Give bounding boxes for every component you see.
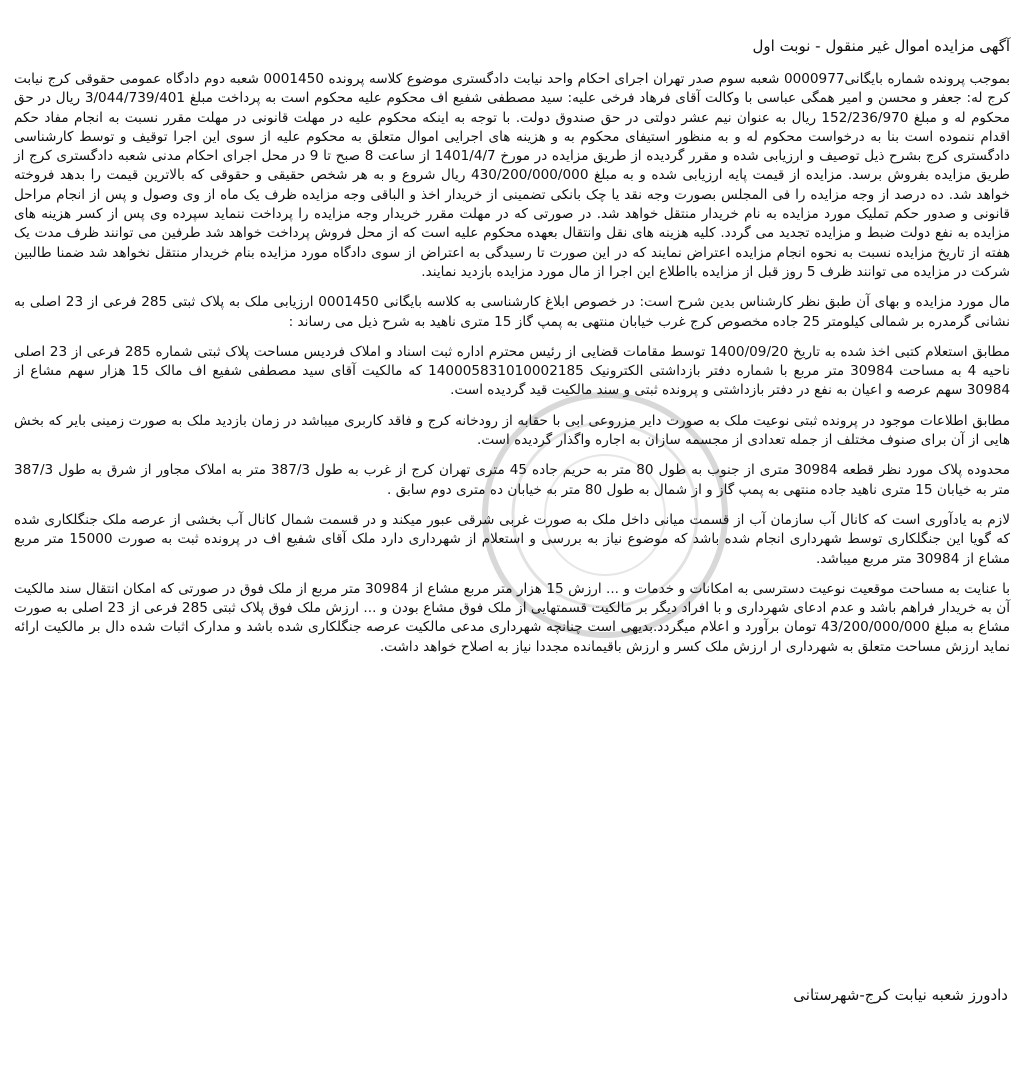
notice-paragraph-canal: لازم به یادآوری است که کانال آب سازمان آب از قسمت میانی داخل ملک به صورت غربی شرقی عبور میکند و در قسمت شمال کانال آب بخشی از عرصه ملک جنگلکاری شده که گویا این جنگلکاری توسط شهرداری انجام شده باشد که موضوع نیاز به بررسی و استعلام از شهرداری دارد ملک آقای شفیع اف در پرونده ثبت به صورت 15000 متر مربع مشاع از 30984 متر مربع میباشد. (14, 511, 1010, 567)
notice-paragraph-valuation: با عنایت به مساحت موقعیت نوعیت دسترسی به امکانات و خدمات و ... ارزش 15 هزار متر مربع مشاع از 30984 متر مربع از ملک فوق در صورتی که امکان انتقال سند مالکیت آن به خریدار فراهم باشد و عدم ادعای شهرداری و با افراد دیگر بر مالکیت قسمتهایی از ملک فوق مشاع بودن و ... ارزش ملک فوق پلاک ثبتی 285 فرعی از 23 اصلی به صورت مشاع به مبلغ 43/200/000/000 تومان برآورد و اعلام میگردد.بدیهی است چنانچه شهرداری مدعی مالکیت عرصه جنگلکاری شده باشد و مدارک اثبات شده دال بر مالکیت ارائه نماید ارزش مساحت متعلق به شهرداری ار ارزش ملک کسر و ارزش باقیمانده مجددا نیاز به اصلاح خواهد داشت. (14, 580, 1010, 655)
signature-line: دادورز شعبه نیابت کرج-شهرستانی (793, 986, 1008, 1004)
auction-notice (14, 36, 1010, 668)
notice-paragraph-registry: مطابق استعلام کتبی اخذ شده به تاریخ 1400/09/20 توسط مقامات قضایی از رئیس محترم اداره ثبت اسناد و املاک فردیس مساحت پلاک ثبتی شماره 285 فرعی از 23 اصلی ناحیه 4 به مساحت 30984 متر مربع با شماره دفتر بازداشتی الکترونیک 140005831010002185 که مالکیت آقای سید مصطفی شفیع اف مالک 15 هزار سهم مشاع از 30984 سهم عرصه و اعیان به نفع در دفتر بازداشتی و پرونده ثبتی و سند مالکیت قید گردیده است. (14, 343, 1010, 399)
notice-title: آگهی مزایده اموال غیر منقول - نوبت اول (752, 37, 1010, 55)
notice-paragraph-property: مال مورد مزایده و بهای آن طبق نظر کارشناس بدین شرح است: در خصوص ابلاغ کارشناسی به کلاسه بایگانی 0001450 ارزیابی ملک به پلاک ثبتی 285 فرعی از 23 اصلی به نشانی گرمدره بر شمالی کیلومتر 25 جاده مخصوص کرج غرب خیابان منتهی به پمپ گاز 15 متری ناهید به شرح ذیل می رساند : (14, 294, 1010, 330)
notice-paragraph-execution: بموجب پرونده شماره بایگانی0000977 شعبه سوم صدر تهران اجرای احکام واحد نیابت دادگستری موضوع کلاسه پرونده 0001450 شعبه دوم دادگاه عمومی حقوقی کرج نیابت کرج له: جعفر و محسن و امیر همگی عباسی با وکالت آقای فرهاد فرخی علیه: سید مصطفی شفیع اف محکوم علیه محکوم است به پرداخت مبلغ 3/044/739/401 ریال در حق محکوم له و مبلغ 152/236/970 ریال به عنوان نیم عشر دولتی در حق صندوق دولت. با توجه به اینکه محکوم علیه در مهلت قانونی در مهلت مقرر نسبت به انجام مفاد حکم اقدام ننموده است بنا به درخواست محکوم له و به منظور استیفای محکوم به و هزینه های اجرایی اموال متعلق به محکوم علیه از سوی این اجرا توقیف و توسط کارشناسی دادگستری کرج بشرح ذیل توصیف و ارزیابی شده و مقرر گردیده از طریق مزایده در مورخ 1401/4/7 از ساعت 8 صبح تا 9 در محل اجرای احکام مدنی شعبه دادگستری کرج از طریق مزایده بفروش برسد. مزایده از قیمت پایه ارزیابی شده و به مبلغ 430/200/000/000 ریال شروع و به هر شخص حقیقی و حقوقی که بالاترین قیمت را بدهد فروخته خواهد شد. ده درصد از وجه مزایده را فی المجلس بصورت وجه نقد یا چک بانکی تضمینی از خریدار اخذ و الباقی وجه مزایده ظرف یک ماه از وی وصول و پس از انجام مراحل قانونی و صدور حکم تملیک مورد مزایده به نام خریدار منتقل خواهد شد. در صورتی که در مهلت مقرر خریدار وجه مزایده را پرداخت ننماید سپرده وی پس از کسر هزینه های مزایده به نفع دولت ضبط و مزایده تجدید می گردد. کلیه هزینه های نقل وانتقال بعهده محکوم علیه است که از محل فروش پرداخت خواهد شد طرفین می توانند ظرف مدت یک هفته از تاریخ مزایده نسبت به نحوه انجام مزایده اعتراض نمایند که در این صورت تا رسیدگی به اعتراض از سوی دادگاه مورد مزایده بنام خریدار منتقل نخواهد شد ضمنا طالبین شرکت در مزایده می توانند ظرف 5 روز قبل از مزایده بااطلاع این اجرا از مال مورد مزایده بازدید نمایند. (14, 71, 1011, 280)
notice-paragraph-land-use: مطابق اطلاعات موجود در پرونده ثبتی نوعیت ملک به صورت دایر مزروعی ابی با حقابه از رودخانه کرج و فاقد کاربری میباشد در زمان بازدید ملک به صورت زمینی بایر که بخش هایی از آن برای صنوف مختلف از جمله تعدادی از مجسمه سازان به اجاره واگذار گردیده است. (14, 412, 1010, 449)
notice-paragraph-boundaries: محدوده پلاک مورد نظر قطعه 30984 متری از جنوب به طول 80 متر به حریم جاده 45 متری تهران کرج از غرب به طول 387/3 متر به املاک مجاور از شرق به طول 387/3 متر به خیابان 15 متری ناهید جاده منتهی به پمپ گاز و از شمال به طول 80 متر به خیابان ده متری دوم سابق . (14, 462, 1011, 498)
